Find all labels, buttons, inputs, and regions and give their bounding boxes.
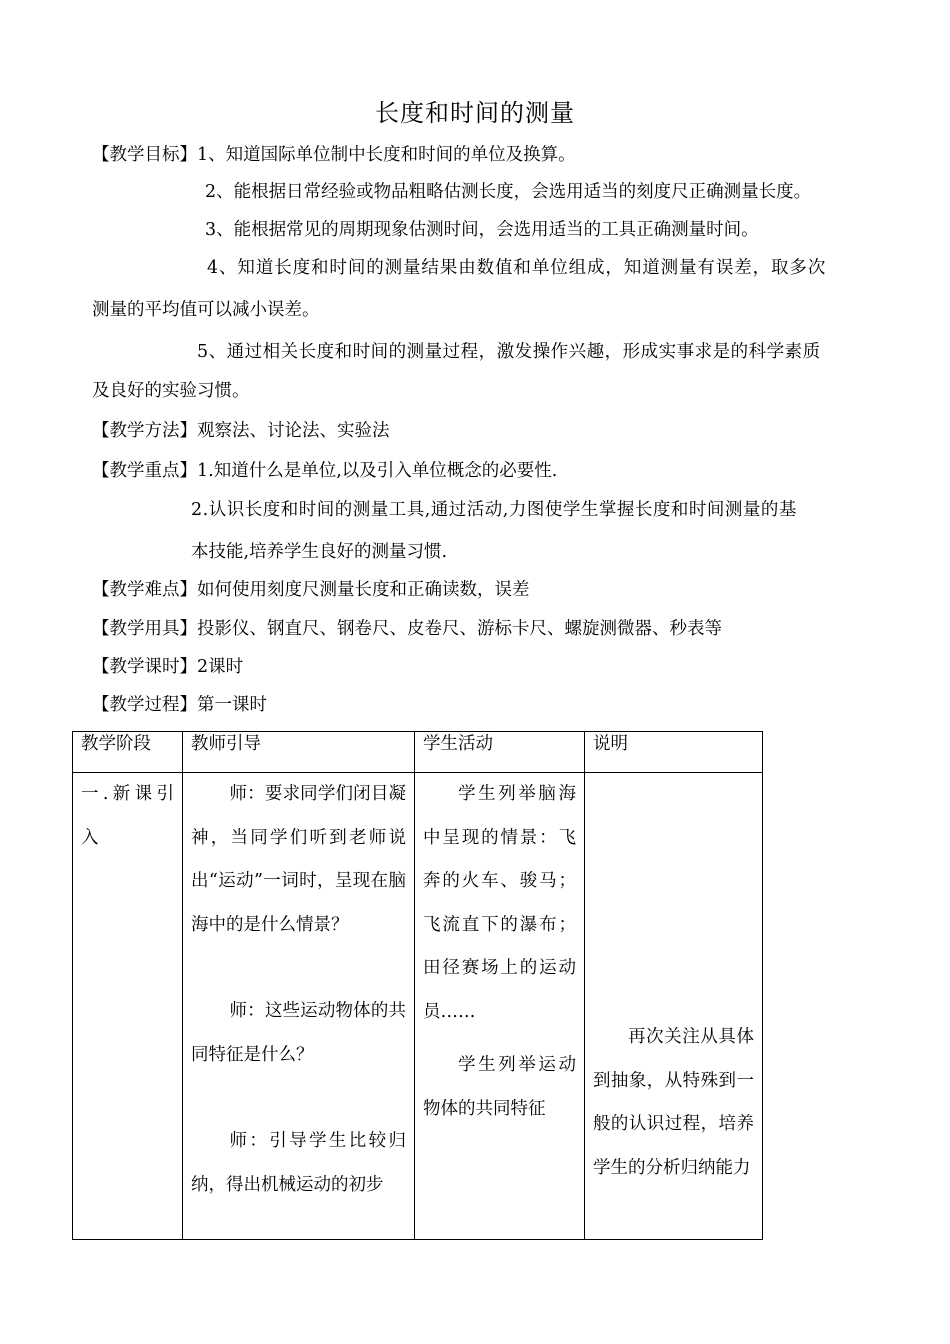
method-label: 【教学方法】 xyxy=(92,421,197,441)
cell-note xyxy=(585,773,763,1240)
table-header-row xyxy=(73,732,763,773)
note-paragraph: 再次关注从具体到抽象，从特殊到一般的认识过程，培养学生的分析归纳能力 xyxy=(593,1027,754,1178)
method-line xyxy=(92,419,390,443)
header-teacher: 教师引导 xyxy=(183,732,415,773)
tools-text: 投影仪、钢直尺、钢卷尺、皮卷尺、游标卡尺、螺旋测微器、秒表等 xyxy=(197,619,722,639)
teacher-paragraph-2: 师：这些运动物体的共同特征是什么？ xyxy=(191,1001,406,1065)
process-text: 第一课时 xyxy=(197,695,267,715)
objective-item-5: 5、通过相关长度和时间的测量过程，激发操作兴趣，形成实事求是的科学素质 xyxy=(197,342,821,362)
header-note: 说明 xyxy=(585,732,763,773)
difficulty-text: 如何使用刻度尺测量长度和正确读数，误差 xyxy=(197,580,530,600)
keypoint-item-1: 1.知道什么是单位,以及引入单位概念的必要性. xyxy=(197,461,558,481)
teacher-paragraph-3: 师：引导学生比较归纳，得出机械运动的初步 xyxy=(191,1131,406,1195)
hours-text: 2课时 xyxy=(197,657,244,677)
header-stage: 教学阶段 xyxy=(73,732,183,773)
cell-stage xyxy=(73,773,183,1240)
tools-line xyxy=(92,617,722,641)
keypoint-item-2-cont: 本技能,培养学生良好的测量习惯. xyxy=(191,542,448,562)
page-title: 长度和时间的测量 xyxy=(375,99,575,127)
objective-item-3: 3、能根据常见的周期现象估测时间，会选用适当的工具正确测量时间。 xyxy=(205,220,759,240)
objectives-label: 【教学目标】 xyxy=(92,145,197,165)
objective-item-4: 4、知道长度和时间的测量结果由数值和单位组成，知道测量有误差，取多次 xyxy=(207,258,827,278)
objective-item-4-cont: 测量的平均值可以减小误差。 xyxy=(92,300,320,320)
objective-item-5-cont: 及良好的实验习惯。 xyxy=(92,381,250,401)
hours-label: 【教学课时】 xyxy=(92,657,197,677)
difficulty-line xyxy=(92,578,530,602)
table-row xyxy=(73,773,763,1240)
student-paragraph-2: 学生列举运动物体的共同特征 xyxy=(423,1055,576,1119)
objective-item-1: 1、知道国际单位制中长度和时间的单位及换算。 xyxy=(197,145,576,165)
objectives-line-1 xyxy=(92,143,576,167)
objective-item-2: 2、能根据日常经验或物品粗略估测长度，会选用适当的刻度尺正确测量长度。 xyxy=(205,182,812,202)
cell-teacher xyxy=(183,773,415,1240)
difficulty-label: 【教学难点】 xyxy=(92,580,197,600)
teacher-paragraph-1: 师：要求同学们闭目凝神，当同学们听到老师说出“运动”一词时，呈现在脑海中的是什么情景？ xyxy=(191,784,406,935)
stage-text: 一.新课引入 xyxy=(81,784,174,848)
header-student: 学生活动 xyxy=(415,732,585,773)
process-table xyxy=(72,731,763,1240)
tools-label: 【教学用具】 xyxy=(92,619,197,639)
method-text: 观察法、讨论法、实验法 xyxy=(197,421,390,441)
process-label: 【教学过程】 xyxy=(92,695,197,715)
process-line xyxy=(92,693,267,717)
keypoints-label: 【教学重点】 xyxy=(92,461,197,481)
keypoint-item-2: 2.认识长度和时间的测量工具,通过活动,力图使学生掌握长度和时间测量的基 xyxy=(191,500,797,520)
cell-student xyxy=(415,773,585,1240)
student-paragraph-1: 学生列举脑海中呈现的情景：飞奔的火车、骏马；飞流直下的瀑布；田径赛场上的运动员…… xyxy=(423,784,576,1022)
keypoints-line-1 xyxy=(92,459,557,483)
hours-line xyxy=(92,655,243,679)
